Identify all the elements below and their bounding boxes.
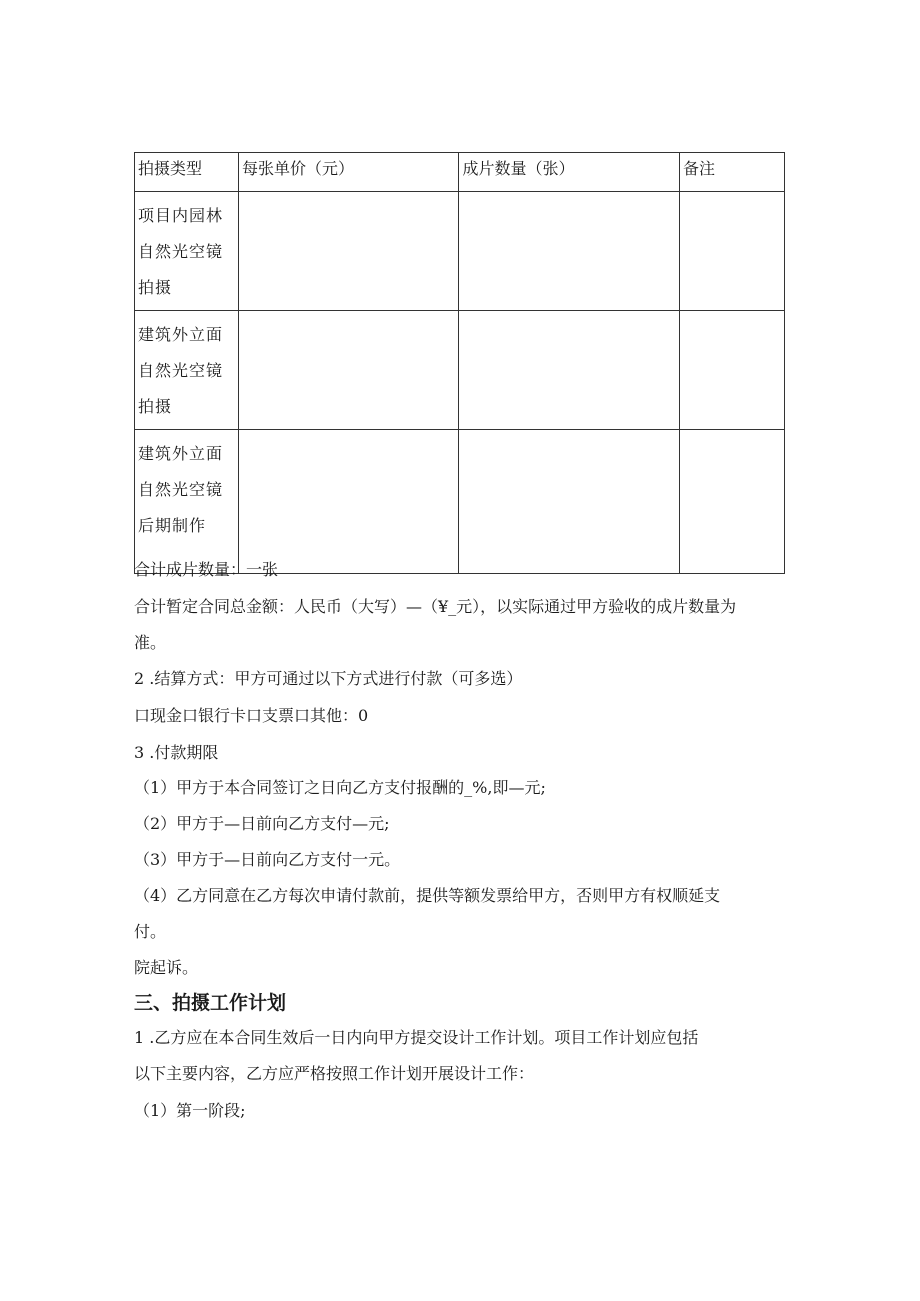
row-note-cell <box>679 192 784 311</box>
row-count-cell <box>459 430 679 574</box>
total-amount-line-cont: 准。 <box>134 633 167 652</box>
table-row <box>135 192 785 311</box>
header-cell-type: 拍摄类型 <box>135 153 239 192</box>
table-row <box>135 430 785 574</box>
payment-options-line: 口现金口银行卡口支票口其他：0 <box>134 706 369 725</box>
header-cell-note: 备注 <box>679 153 784 192</box>
payment-term-item-2: （2）甲方于—日前向乙方支付—元; <box>134 814 390 833</box>
plan-stage-1: （1）第一阶段; <box>134 1101 246 1120</box>
total-count-line: 合计成片数量：一张 <box>134 560 279 579</box>
row-type-cell: 项目内园林自然光空镜拍摄 <box>135 192 239 311</box>
plan-line-2: 以下主要内容，乙方应严格按照工作计划开展设计工作： <box>134 1064 535 1083</box>
header-cell-price: 每张单价（元） <box>239 153 459 192</box>
payment-term-item-4: （4）乙方同意在乙方每次申请付款前，提供等额发票给甲方，否则甲方有权顺延支 <box>134 886 721 905</box>
payment-term-item-4-cont: 付。 <box>134 922 167 941</box>
payment-term-item-3: （3）甲方于—日前向乙方支付一元。 <box>134 850 401 869</box>
settlement-method-line: 2 .结算方式：甲方可通过以下方式进行付款（可多选） <box>134 669 523 688</box>
price-table <box>134 152 785 574</box>
plan-line-1: 1 .乙方应在本合同生效后一日内向甲方提交设计工作计划。项目工作计划应包括 <box>134 1028 699 1047</box>
row-count-cell <box>459 311 679 430</box>
row-type-cell: 建筑外立面自然光空镜后期制作 <box>135 430 239 574</box>
row-price-cell <box>239 311 459 430</box>
payment-term-heading: 3 .付款期限 <box>134 743 219 762</box>
section-heading: 三、拍摄工作计划 <box>134 992 287 1014</box>
total-amount-line: 合计暂定合同总金额：人民币（大写）—（¥_元），以实际通过甲方验收的成片数量为 <box>134 597 737 616</box>
row-price-cell <box>239 192 459 311</box>
row-note-cell <box>679 311 784 430</box>
row-type-cell: 建筑外立面自然光空镜拍摄 <box>135 311 239 430</box>
table-header-row <box>135 153 785 192</box>
row-price-cell <box>239 430 459 574</box>
table-row <box>135 311 785 430</box>
payment-term-item-1: （1）甲方于本合同签订之日向乙方支付报酬的_%,即—元; <box>134 778 546 797</box>
row-note-cell <box>679 430 784 574</box>
row-count-cell <box>459 192 679 311</box>
court-line: 院起诉。 <box>134 958 199 977</box>
header-cell-count: 成片数量（张） <box>459 153 679 192</box>
